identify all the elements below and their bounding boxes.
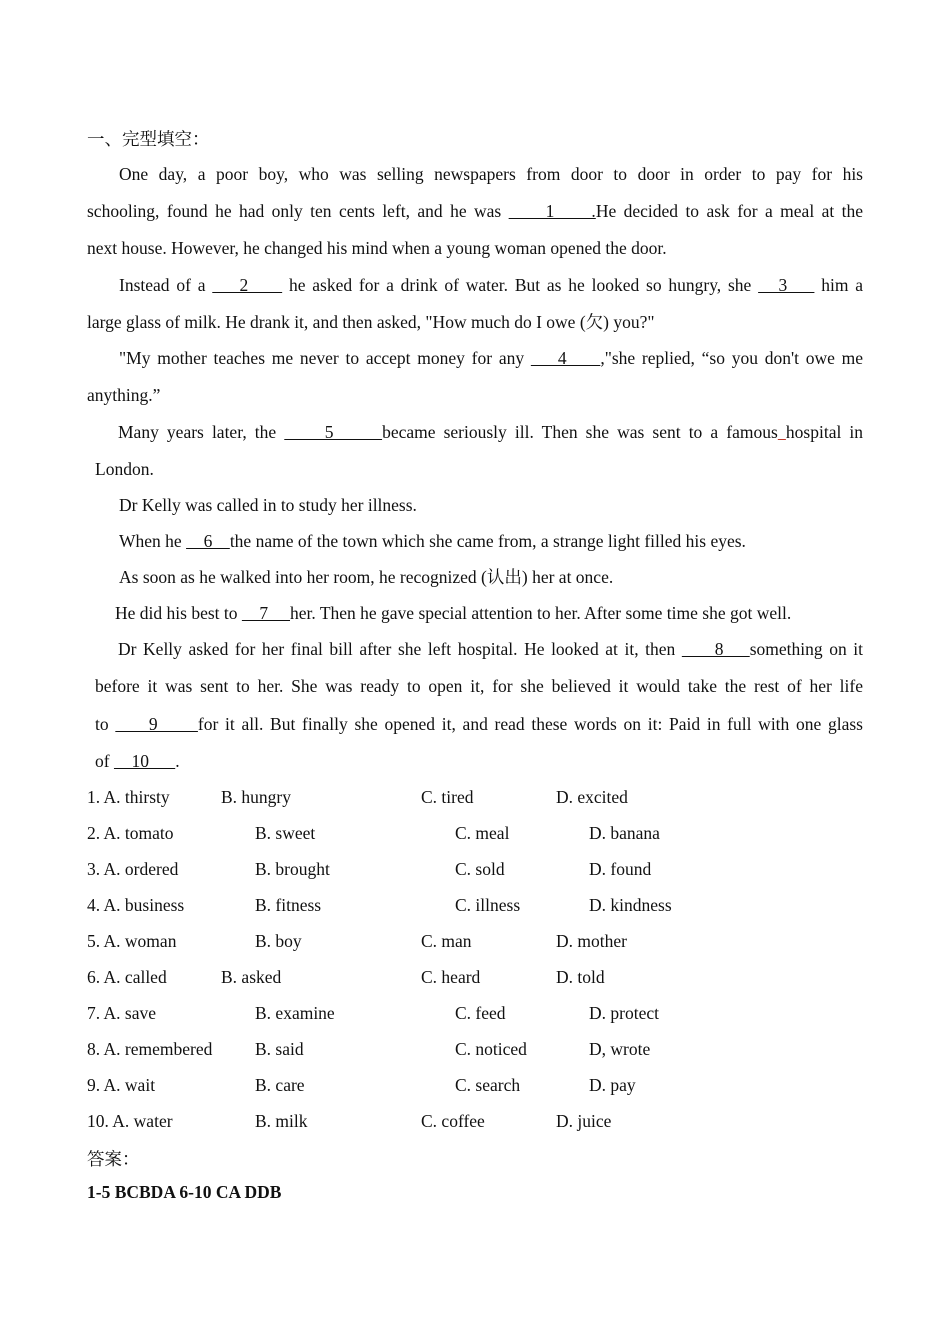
- option-c: C. illness: [455, 895, 521, 915]
- option-b: B. brought: [255, 859, 330, 879]
- option-b: B. milk: [255, 1111, 308, 1131]
- section-heading: 一、完型填空：: [87, 129, 210, 149]
- passage-line-8: [118, 421, 863, 443]
- passage-line-15: before it was sent to her. She was ready to open it, for she believed it would take the rest of her life: [95, 676, 863, 696]
- option-c: C. tired: [421, 787, 474, 807]
- passage-line-10: Dr Kelly was called in to study her illness.: [119, 495, 417, 515]
- passage-line-7: anything.”: [87, 385, 161, 405]
- passage-text: became seriously ill. Then she was sent to a famous: [382, 422, 778, 442]
- blank-3: 3: [758, 275, 815, 295]
- passage-line-13: [115, 602, 891, 624]
- option-d: D. pay: [589, 1075, 636, 1095]
- option-a: 2. A. tomato: [87, 823, 174, 843]
- passage-line-3: next house. However, he changed his mind when a young woman opened the door.: [87, 238, 667, 258]
- passage-line-1: One day, a poor boy, who was selling newspapers from door to door in order to pay for his: [119, 164, 863, 184]
- answers-label: 答案：: [87, 1149, 140, 1169]
- option-b: B. hungry: [221, 787, 291, 807]
- passage-line-16: [95, 713, 863, 735]
- option-b: B. sweet: [255, 823, 316, 843]
- option-d: D. kindness: [589, 895, 672, 915]
- option-c: C. heard: [421, 967, 481, 987]
- passage-line-4: [119, 274, 863, 296]
- passage-line-2: [87, 200, 863, 222]
- option-a: 9. A. wait: [87, 1075, 156, 1095]
- passage-text: .: [175, 751, 180, 771]
- passage-text: he asked for a drink of water. But as he looked so hungry, she: [282, 275, 759, 295]
- option-a: 1. A. thirsty: [87, 787, 170, 807]
- option-b: B. said: [255, 1039, 304, 1059]
- passage-text: hospital in: [785, 422, 864, 442]
- option-c: C. feed: [455, 1003, 506, 1023]
- passage-text: her. Then he gave special attention to her. After some time she got well.: [290, 603, 792, 623]
- passage-text: the name of the town which she came from, a strange light filled his eyes.: [229, 531, 746, 551]
- option-a: 4. A. business: [87, 895, 185, 915]
- blank-6: 6: [186, 531, 230, 551]
- option-c: C. meal: [455, 823, 510, 843]
- blank-10: 10: [113, 751, 176, 771]
- option-d: D. protect: [589, 1003, 659, 1023]
- option-d: D. banana: [589, 823, 660, 843]
- passage-text: ,"she replied, “so you don't owe me: [600, 348, 864, 368]
- option-b: B. care: [255, 1075, 305, 1095]
- blank-8: 8: [681, 639, 750, 659]
- option-a: 3. A. ordered: [87, 859, 179, 879]
- passage-line-9: London.: [95, 459, 154, 479]
- passage-text: Instead of a: [119, 275, 213, 295]
- option-c: C. sold: [455, 859, 505, 879]
- option-d: D. excited: [556, 787, 628, 807]
- edit-mark: [778, 422, 786, 442]
- passage-line-17: [95, 750, 871, 772]
- passage-text: He did his best to: [115, 603, 242, 623]
- passage-text: "My mother teaches me never to accept money for any: [119, 348, 531, 368]
- passage-text: Many years later, the: [118, 422, 285, 442]
- passage-line-6: [119, 347, 863, 369]
- option-b: B. asked: [221, 967, 282, 987]
- answer-key: 1-5 BCBDA 6-10 CA DDB: [87, 1182, 282, 1202]
- blank-5: 5: [284, 422, 383, 442]
- option-d: D, wrote: [589, 1039, 651, 1059]
- option-b: B. boy: [255, 931, 302, 951]
- option-d: D. mother: [556, 931, 627, 951]
- option-b: B. examine: [255, 1003, 335, 1023]
- option-b: B. fitness: [255, 895, 322, 915]
- passage-text: of: [95, 751, 114, 771]
- passage-line-11: [119, 530, 895, 552]
- option-c: C. man: [421, 931, 472, 951]
- option-d: D. juice: [556, 1111, 612, 1131]
- option-c: C. coffee: [421, 1111, 485, 1131]
- passage-line-12: As soon as he walked into her room, he recognized (认出) her at once.: [119, 567, 614, 587]
- passage-text: Dr Kelly asked for her final bill after she left hospital. He looked at it, then: [118, 639, 682, 659]
- blank-1: 1 .: [508, 201, 596, 221]
- option-a: 5. A. woman: [87, 931, 177, 951]
- passage-text: to: [95, 714, 116, 734]
- blank-4: 4: [530, 348, 601, 368]
- passage-text: him a: [814, 275, 864, 295]
- passage-text: something on it: [749, 639, 863, 659]
- passage-line-5: large glass of milk. He drank it, and then asked, "How much do I owe (欠) you?": [87, 312, 655, 332]
- passage-text: He decided to ask for a meal at the: [595, 201, 863, 221]
- option-a: 6. A. called: [87, 967, 167, 987]
- passage-line-14: [118, 638, 863, 660]
- passage-text: When he: [119, 531, 187, 551]
- option-c: C. search: [455, 1075, 521, 1095]
- blank-7: 7: [241, 603, 290, 623]
- option-d: D. told: [556, 967, 605, 987]
- option-a: 7. A. save: [87, 1003, 157, 1023]
- blank-9: 9: [115, 714, 198, 734]
- option-a: 10. A. water: [87, 1111, 173, 1131]
- option-c: C. noticed: [455, 1039, 527, 1059]
- blank-2: 2: [212, 275, 283, 295]
- passage-text: schooling, found he had only ten cents left, and he was: [87, 201, 509, 221]
- option-a: 8. A. remembered: [87, 1039, 213, 1059]
- option-d: D. found: [589, 859, 652, 879]
- passage-text: for it all. But finally she opened it, and read these words on it: Paid in full with one glass: [197, 714, 863, 734]
